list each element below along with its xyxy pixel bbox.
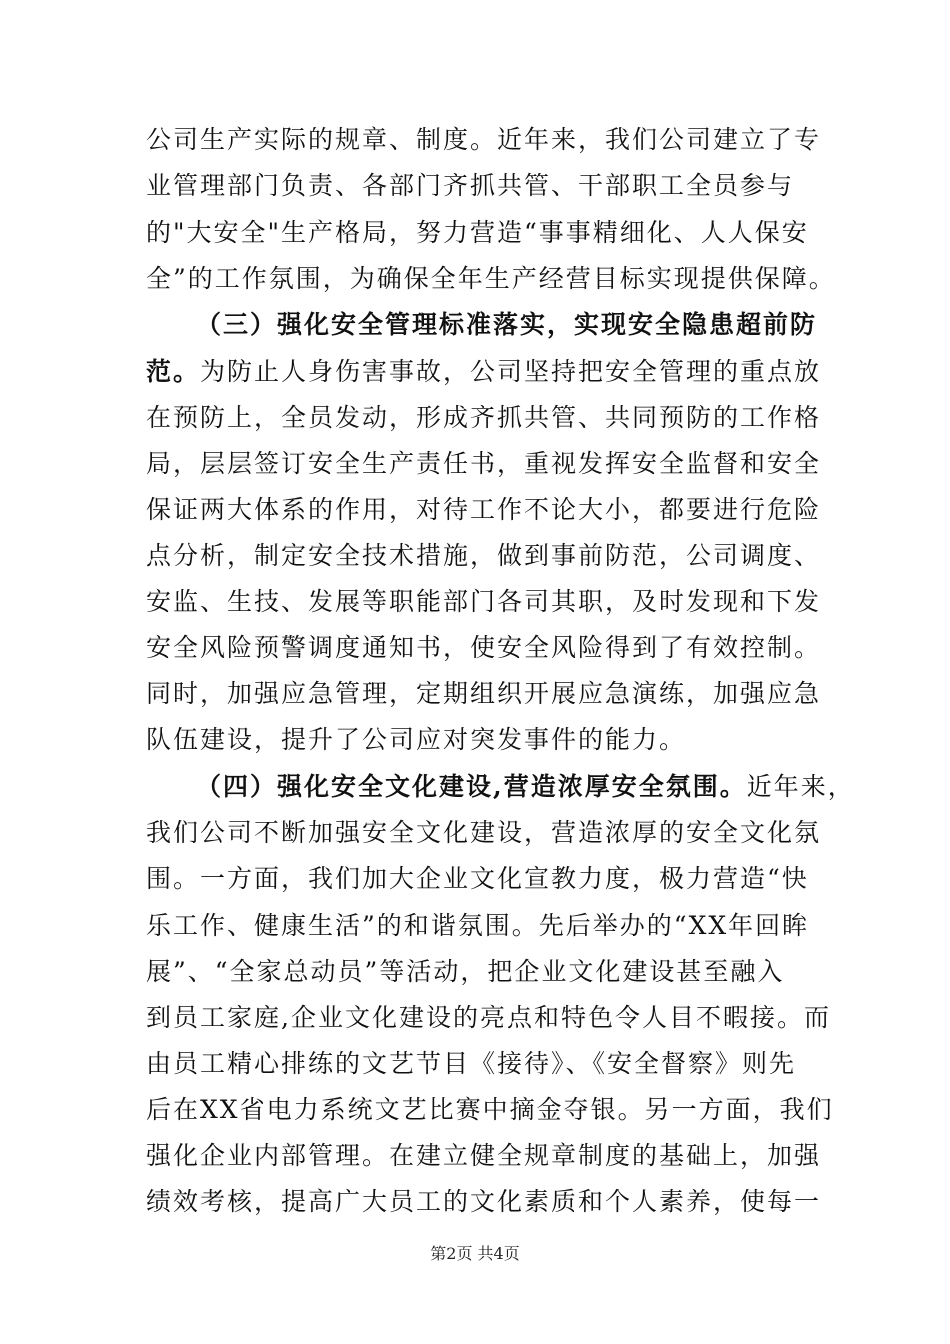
paragraph-line: 绩效考核，提高广大员工的文化素质和个人素养，使每一 — [146, 1187, 822, 1216]
paragraph-line: 后在XX省电力系统文艺比赛中摘金夺银。另一方面，我们 — [146, 1095, 834, 1124]
paragraph-line: 展”、“全家总动员”等活动，把企业文化建设甚至融入 — [146, 957, 785, 986]
section-heading-3: （三）强化安全管理标准落实，实现安全隐患超前防 — [196, 310, 818, 339]
paragraph-line: 点分析，制定安全技术措施，做到事前防范，公司调度、 — [146, 541, 822, 570]
paragraph-line: 乐工作、健康生活”的和谐氛围。先后举办的“XX年回眸 — [146, 911, 810, 940]
paragraph-line: 安全风险预警调度通知书，使安全风险得到了有效控制。 — [146, 633, 822, 662]
section-heading-3-end: 范。 — [146, 357, 201, 386]
paragraph-line: 围。一方面，我们加大企业文化宣教力度，极力营造“快 — [146, 864, 809, 893]
paragraph-line: 的"大安全"生产格局，努力营造“事事精细化、人人保安 — [146, 218, 809, 247]
paragraph-line — [196, 764, 856, 810]
paragraph-line: 队伍建设，提升了公司应对突发事件的能力。 — [146, 725, 687, 754]
section-heading-4: （四）强化安全文化建设,营造浓厚安全氛围。 — [196, 772, 747, 801]
paragraph-line: 我们公司不断加强安全文化建设，营造浓厚的安全文化氛 — [146, 818, 822, 847]
paragraph-line: 同时，加强应急管理，定期组织开展应急演练，加强应急 — [146, 679, 822, 708]
paragraph-line: 在预防上，全员发动，形成齐抓共管、共同预防的工作格 — [146, 403, 822, 432]
paragraph-line: 业管理部门负责、各部门齐抓共管、干部职工全员参与 — [146, 171, 795, 200]
paragraph-line: 强化企业内部管理。在建立健全规章制度的基础上，加强 — [146, 1141, 822, 1170]
paragraph-line: 公司生产实际的规章、制度。近年来，我们公司建立了专 — [146, 125, 822, 154]
paragraph-line: 全”的工作氛围，为确保全年生产经营目标实现提供保障。 — [146, 264, 836, 293]
paragraph-line: 安监、生技、发展等职能部门各司其职，及时发现和下发 — [146, 587, 822, 616]
paragraph-text: 近年来， — [746, 772, 855, 801]
paragraph-line: 局，层层签订安全生产责任书，重视发挥安全监督和安全 — [146, 449, 822, 478]
paragraph-line — [146, 349, 822, 395]
paragraph-text: 为防止人身伤害事故，公司坚持把安全管理的重点放 — [200, 357, 822, 386]
paragraph-line: 到员工家庭,企业文化建设的亮点和特色令人目不暇接。而 — [146, 1003, 831, 1032]
page-footer: 第2页 共4页 — [430, 1244, 520, 1263]
paragraph-line: 由员工精心排练的文艺节目《接待》、《安全督察》则先 — [146, 1049, 797, 1078]
paragraph-line: 保证两大体系的作用，对待工作不论大小，都要进行危险 — [146, 495, 822, 524]
